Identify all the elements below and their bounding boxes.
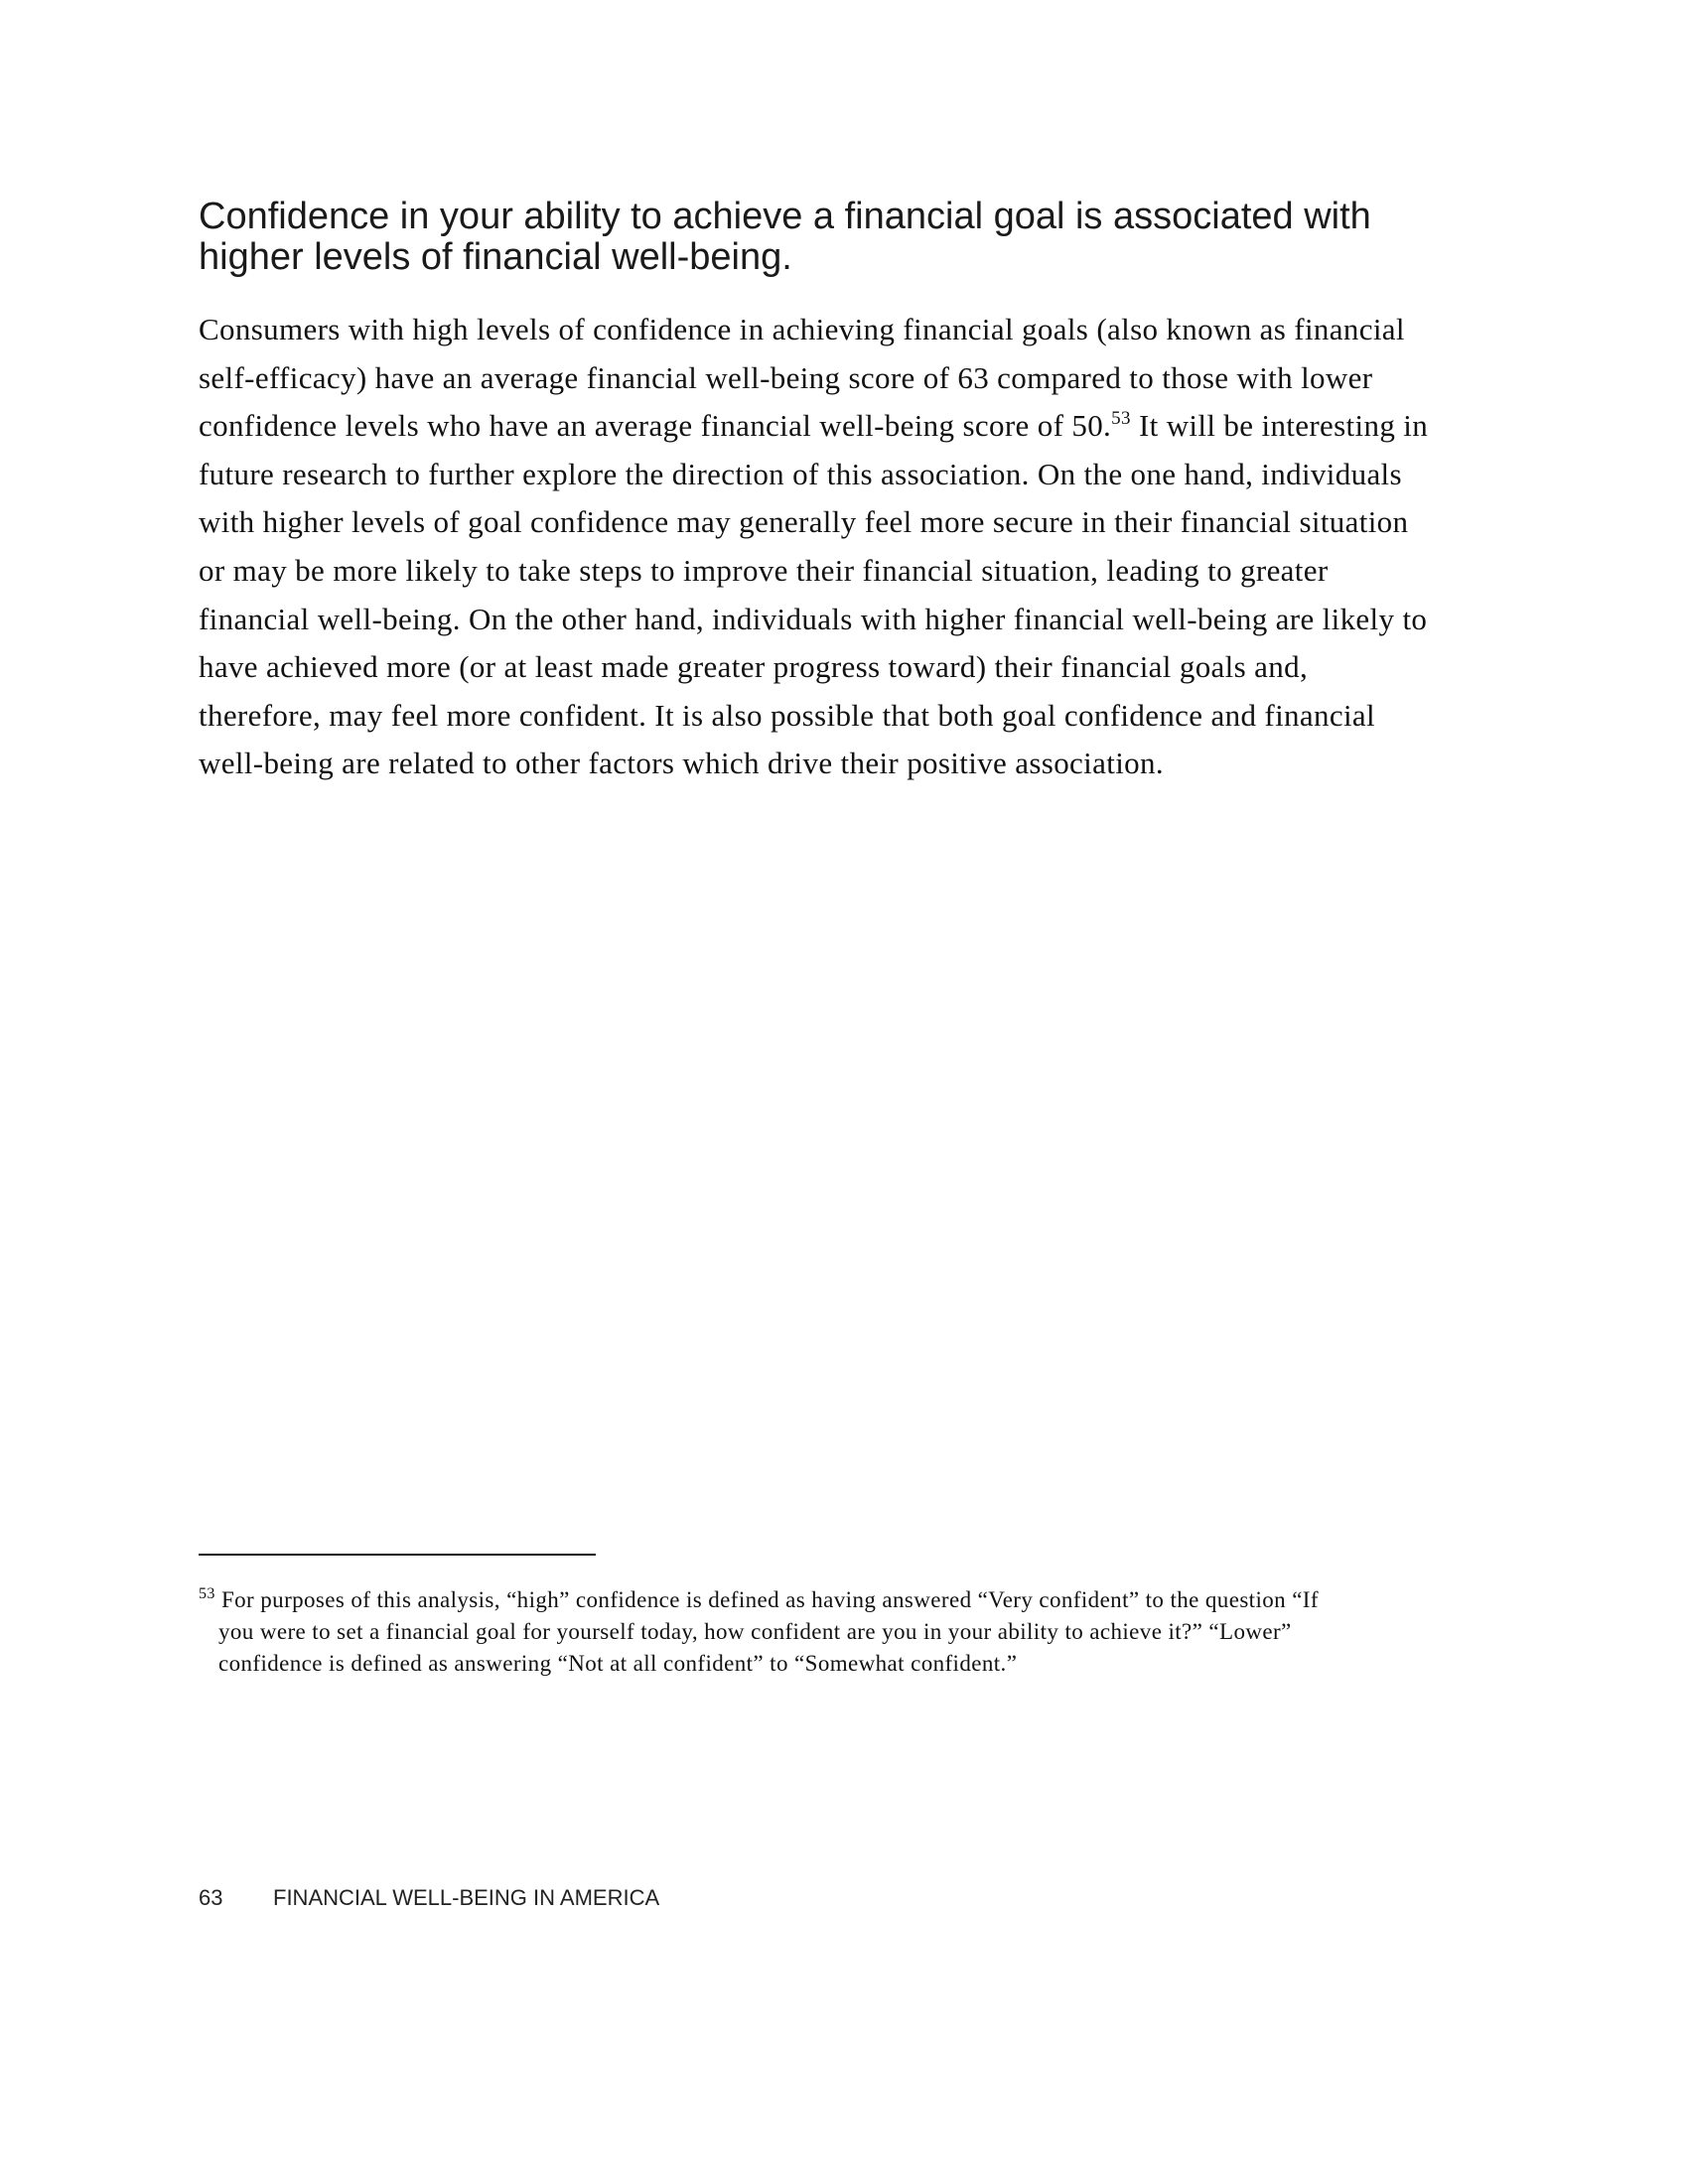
heading-line-1: Confidence in your ability to achieve a financial goal is associated with bbox=[199, 196, 1371, 237]
body-line-8: have achieved more (or at least made greater progress toward) their financial goals and, bbox=[199, 649, 1309, 685]
body-line-1: Consumers with high levels of confidence in achieving financial goals (also known as financial bbox=[199, 312, 1405, 346]
footnote bbox=[199, 1584, 1489, 1680]
footnote-line-1 bbox=[199, 1584, 1489, 1616]
body-line-3-start: confidence levels who have an average financial well-being score of 50. bbox=[199, 408, 1112, 444]
page-number: 63 bbox=[199, 1885, 223, 1910]
body-paragraph bbox=[199, 306, 1489, 788]
body-line-3 bbox=[199, 402, 1489, 451]
footnote-line-3: confidence is defined as answering “Not at all confident” to “Somewhat confident.” bbox=[218, 1651, 1018, 1676]
footnote-number: 53 bbox=[199, 1585, 215, 1603]
body-line-6: or may be more likely to take steps to improve their financial situation, leading to greater bbox=[199, 552, 1329, 588]
page-footer bbox=[199, 1885, 659, 1911]
body-line-7: financial well-being. On the other hand, individuals with higher financial well-being are likely to bbox=[199, 601, 1428, 636]
running-title: FINANCIAL WELL-BEING IN AMERICA bbox=[273, 1885, 660, 1910]
footnote-divider bbox=[199, 1554, 596, 1556]
footnote-line-1-text: For purposes of this analysis, “high” confidence is defined as having answered “Very confident” to the question “If bbox=[214, 1587, 1319, 1612]
body-line-4: future research to further explore the direction of this association. On the one hand, individuals bbox=[199, 456, 1402, 491]
body-line-9: therefore, may feel more confident. It is also possible that both goal confidence and financial bbox=[199, 697, 1376, 733]
body-line-3-end: It will be interesting in bbox=[1130, 408, 1429, 444]
body-line-10: well-being are related to other factors which drive their positive association. bbox=[199, 746, 1164, 781]
footnote-reference[interactable]: 53 bbox=[1111, 407, 1131, 429]
section-heading bbox=[199, 197, 1489, 278]
body-line-2: self-efficacy) have an average financial well-being score of 63 compared to those with lower bbox=[199, 359, 1373, 395]
body-line-5: with higher levels of goal confidence may generally feel more secure in their financial situation bbox=[199, 504, 1409, 540]
footnote-line-2: you were to set a financial goal for yourself today, how confident are you in your ability to achieve it?” “Lower” bbox=[218, 1619, 1292, 1644]
heading-line-2: higher levels of financial well-being. bbox=[199, 236, 792, 278]
